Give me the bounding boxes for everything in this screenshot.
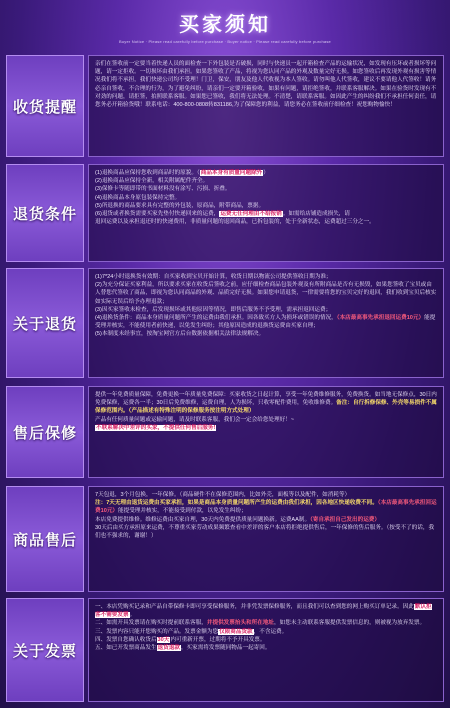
line-text: 退回运费以及承担退还时的快递费用，非质量问题的退回商品，已拆包装的，处于全新状态，运费超过三分之一。 xyxy=(95,219,375,226)
section-line xyxy=(95,603,437,619)
section-body xyxy=(88,486,444,592)
line-text: 。如需给店铺造成损失，请 xyxy=(282,211,350,218)
section-line xyxy=(95,391,437,416)
line-text: (5)所退换的商品要求具有完整的外包装，原商品，附带商品，票据。 xyxy=(95,202,265,209)
highlighted-text: 商品本身有质量问题除外 xyxy=(200,170,263,176)
section-body xyxy=(88,55,444,157)
red-emphasis-text: 并提供发票抬头和所在地址 xyxy=(206,620,275,627)
section-line xyxy=(95,273,437,281)
line-text: (5)本制度未经事宜，按淘宝网官方后台数据依据相关法律法规解决。 xyxy=(95,331,265,338)
line-text: (3)因买家签收未检查，后发现损坏或其他原因等情况，即售后服务不予受理，需承担返回运费； xyxy=(95,306,332,313)
section-body xyxy=(88,386,444,478)
line-text: (6)退货或者换货需要买家先垫付快递回来的运费， xyxy=(95,211,220,218)
red-emphasis-text: （本店最高事先承担回运费10元） xyxy=(95,500,437,515)
section-line xyxy=(95,491,437,499)
highlighted-text: 仅限商品货款 xyxy=(219,628,253,635)
highlighted-text: 退货退款 xyxy=(157,645,180,652)
line-text: (2)为充分保证买家利益，所以要求买家在收货后签收之前，应仔细检查商品包装外观及有所附商品是否有无损毁，如果您签收了宝贝或由人替您代签收了商品，即视为您认同商品的外观、品质完好无损。如果您申请退货，一律需要将您的宝贝完好的退回，我们收到宝贝后核实如实际无误后给予办理退款； xyxy=(95,282,437,305)
section-after-sales-warranty xyxy=(6,386,444,478)
section-label-text: 售后保修 xyxy=(12,424,77,442)
section-label xyxy=(6,164,84,262)
line-text: (4)退换商品本身原包装保持完整。 xyxy=(95,194,181,201)
highlighted-text: 运费无任何理由不给报销 xyxy=(220,211,282,218)
section-about-invoice xyxy=(6,598,444,702)
section-line xyxy=(95,644,437,652)
section-line xyxy=(95,218,437,226)
highlighted-text: 30天 xyxy=(157,636,170,643)
section-line xyxy=(95,169,437,177)
page-subtitle: Buyer Notice · Please read carefully before purchase · Buyer notice · Please read carefully before purchase xyxy=(119,39,331,44)
line-text: ，买家需将发票随同物品一起寄回。 xyxy=(180,645,271,652)
section-line xyxy=(95,416,437,424)
line-text: 内可重新开票，过期将不予开具发票。 xyxy=(170,636,266,643)
line-text: (2)退换商品应保持全新，相关附属配件齐全。 xyxy=(95,178,209,185)
line-text: ，不含运费。 xyxy=(253,628,288,635)
line-text: (4)退换货条件：商品本身质量问题所产生的运费由我们承担。因各致买方人为损坏或错误的情况， xyxy=(95,315,337,322)
section-line xyxy=(95,330,437,338)
red-emphasis-text: （本店最高事先承担退回运费10元） xyxy=(336,315,425,322)
section-label xyxy=(6,268,84,378)
section-body xyxy=(88,598,444,702)
highlighted-text: 默认拒客不需要发票 xyxy=(95,604,432,619)
line-text: 三、发票内容只能开您购买的产品。发票金额为您 xyxy=(95,628,219,635)
section-label xyxy=(6,598,84,702)
section-product-after-sales xyxy=(6,486,444,592)
section-label xyxy=(6,486,84,592)
line-text: 本店免费提供维修。维修运费由买家自理，30天内免费提供质量问题换新。运费AA制。 xyxy=(95,516,311,523)
section-line xyxy=(95,424,437,432)
yellow-emphasis-text: 注：7天无理由退货运费由买家承担，如果是商品本身质量问题所产生的运费由我们承担，因各地区快递收费不同。 xyxy=(95,500,378,507)
line-text: 产品有任何质量问题或运输问题，请及时联系客服，我们会一定会给您处理好！~ xyxy=(95,416,295,423)
line-text: 7天包退，3个月包换，一年保修。（商品硬件不在保修范围内，比如外壳，面板等以及配件，如消耗等） xyxy=(95,492,351,498)
section-line xyxy=(95,314,437,330)
line-text: ，如您未主动联系客服提供发票信息的，则被视为放弃发票。 xyxy=(274,620,426,627)
section-return-conditions xyxy=(6,164,444,262)
line-text: 提供一年免费质量保障，免费更换一年质量免费保障：买家收货之日起计算，享受一年免费维修服务，免费换货。如当地无保修点，30日内免费保修，运费各一半；30日后免费维修，运费自理，人为损坏，只收零配件费用，免收维修费。 xyxy=(95,392,437,407)
section-label-text: 商品售后 xyxy=(12,531,77,549)
line-text: 一、本店凭购买记录和产品自带保修卡即可享受保修服务，并非凭发票保修服务，而且我们可以查到您的网上购买订单记录。因此 xyxy=(95,604,414,610)
section-body xyxy=(88,268,444,378)
section-label-text: 关于退货 xyxy=(12,315,77,333)
section-body xyxy=(88,164,444,262)
line-text: 能提受理并核实，不能接受到付款，以免发生纠纷； xyxy=(118,508,247,515)
line-text: 30天后由买方承担原来运费，不尊重买家劳动成果频繁查看中差评的客户本店将拒绝提供售后，一年保修的售后服务。（按受不了的话，我们也不强求的，谢谢！） xyxy=(95,524,435,540)
section-line xyxy=(95,281,437,306)
section-label-text: 退货条件 xyxy=(12,205,77,223)
section-label-text: 关于发票 xyxy=(12,642,77,660)
section-line xyxy=(95,210,437,218)
highlighted-text: 不联系解决中差评的买家，不提供任何售后服务! xyxy=(96,424,216,431)
line-text: 能提受理并核实，不能使用者前快递，以免发生纠纷；其他原因造成的退换货运费由买家自理； xyxy=(95,315,436,330)
section-line xyxy=(95,177,437,185)
section-line xyxy=(95,524,437,540)
page-header xyxy=(0,0,450,48)
line-text: (1)退换商品应保持您收到商品时的原貌。（ xyxy=(95,170,200,176)
line-text: 亲们在签收前一定要当着快递人员的面检查一下外包装是否破损，同时与快递员一起开箱检查产品的运输状况，如发现有压坏或者损坏等问题，请一定拒收。一切损坏由我们承担。如果您签收了产品，将视为您认同产品的外观及数量完好无损。如您签收后再发现外观有损害等情况我们将不承担，我们快递公司均不受理！门卫，保安，朋友及他人代收视为本人签收。请勿叫他人代签收，建议不要请他人代签收！请务必亲自签收，不合理的行为，为了避免纠纷，请亲们一定要开箱验收，如果有问题，请拒绝签收，并联系客服解决。如果在验货时发现有不对劲的问题，请拒签，拍照联系客服。如果您已签收，我们将无法处理。不清楚，请联系客服。如因此产生的纠纷我们不承担任何责任，请您务必开箱验货哦！联系电话：400-800-0808转831186,为了保障您的利益，请您务必在签收前仔细检查！祝您购物愉快！ xyxy=(95,61,437,109)
section-label xyxy=(6,55,84,157)
section-about-returns xyxy=(6,268,444,378)
section-line xyxy=(95,499,437,515)
line-text: (3)保修卡等随即带的书面材料没有涂写、污损、折叠。 xyxy=(95,186,231,193)
section-label xyxy=(6,386,84,478)
section-line xyxy=(95,60,437,109)
line-text: 四、发票自您确认收货后 xyxy=(95,636,157,643)
yellow-emphasis-text: 备注：自行拆修保修、外壳等易损件不属保修范围内。（产品描述有特殊注明的保修服务按注明方式处理） xyxy=(95,400,437,415)
section-line xyxy=(95,194,437,202)
section-line xyxy=(95,619,437,627)
section-line xyxy=(95,185,437,193)
line-text: 五、如已开发票商品发生 xyxy=(95,645,157,652)
red-emphasis-text: （寄自承担自己发出的运费） xyxy=(310,516,380,523)
section-line xyxy=(95,628,437,636)
line-text: 二、如需开具发票请在购买时提前联系客服， xyxy=(95,620,207,627)
section-line xyxy=(95,516,437,524)
section-line xyxy=(95,202,437,210)
line-text: ） xyxy=(263,170,269,176)
section-label-text: 收货提醒 xyxy=(12,98,77,116)
section-receipt-reminder xyxy=(6,55,444,157)
section-line xyxy=(95,306,437,314)
page-title: 买家须知 xyxy=(179,14,271,36)
section-line xyxy=(95,636,437,644)
line-text: (1)7*24小时退换货有效期：自买家收到宝贝开始计算，收货日期以物流公司提供签收日期为准； xyxy=(95,274,332,280)
line-text: 。 xyxy=(129,612,136,619)
